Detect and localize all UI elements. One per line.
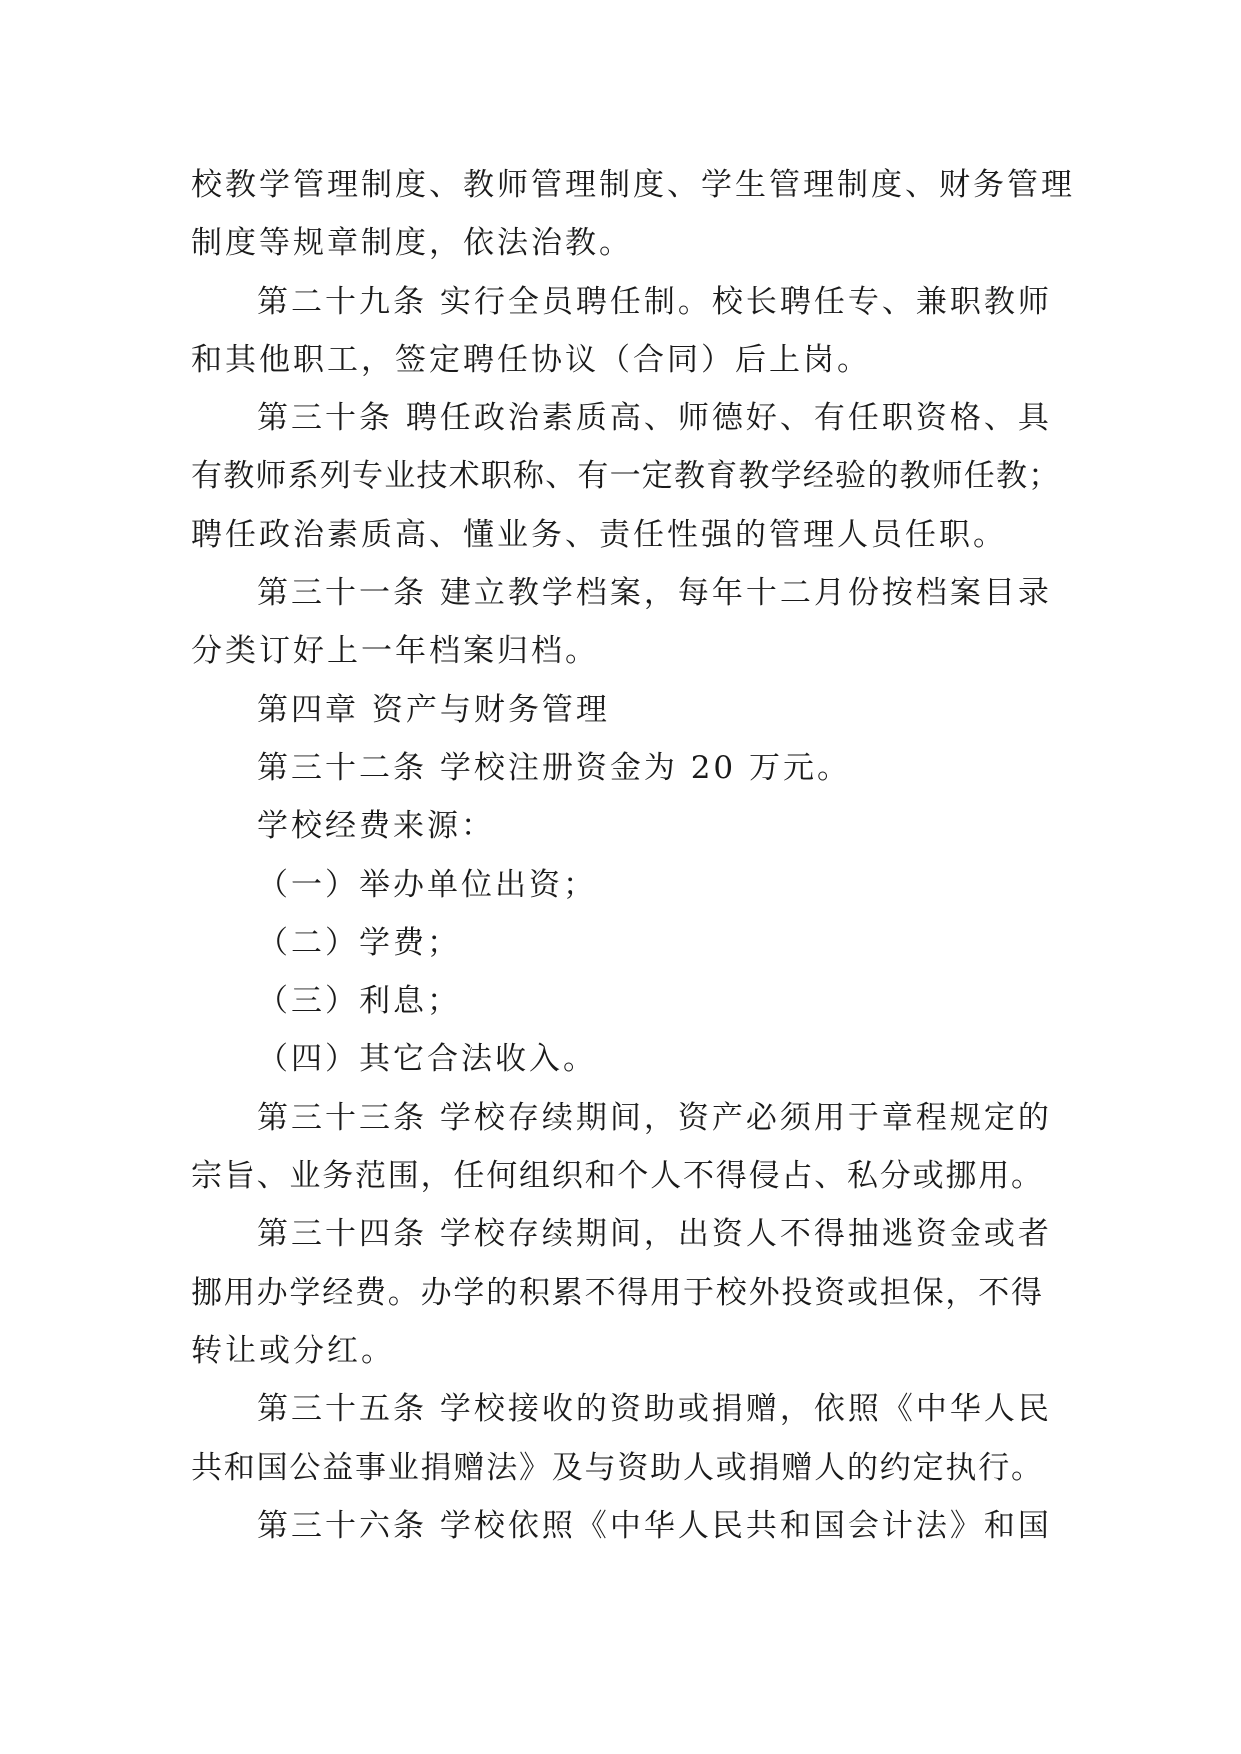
- list-item: （一）举办单位出资；: [257, 866, 597, 903]
- article-31-line: 第三十一条 建立教学档案，每年十二月份按档案目录: [257, 575, 1052, 612]
- body-line: 校教学管理制度、教师管理制度、学生管理制度、财务管理: [191, 167, 1075, 203]
- list-item: （四）其它合法收入。: [257, 1041, 597, 1078]
- article-29-line: 第二十九条 实行全员聘任制。校长聘任专、兼职教师: [257, 283, 1052, 320]
- body-line: 和其他职工，签定聘任协议（合同）后上岗。: [191, 341, 871, 378]
- body-line: 分类订好上一年档案归档。: [191, 633, 599, 670]
- document-body: [191, 156, 1075, 1555]
- list-item: （三）利息；: [257, 983, 461, 1020]
- chapter-heading: 第四章 资产与财务管理: [257, 691, 610, 728]
- article-35-line: 第三十五条 学校接收的资助或捐赠，依照《中华人民: [257, 1391, 1052, 1428]
- list-item: （二）学费；: [257, 924, 461, 961]
- article-33-line: 第三十三条 学校存续期间，资产必须用于章程规定的: [257, 1099, 1052, 1136]
- article-32-line: 第三十二条 学校注册资金为 20 万元。: [257, 749, 852, 786]
- article-30-line: 第三十条 聘任政治素质高、师德好、有任职资格、具: [257, 400, 1052, 437]
- body-line: 挪用办学经费。办学的积累不得用于校外投资或担保，不得: [191, 1274, 1044, 1311]
- body-line: 转让或分红。: [191, 1332, 395, 1369]
- body-line: 聘任政治素质高、懂业务、责任性强的管理人员任职。: [191, 516, 1007, 553]
- body-line: 宗旨、业务范围，任何组织和个人不得侵占、私分或挪用。: [191, 1158, 1044, 1195]
- body-line: 制度等规章制度，依法治教。: [191, 225, 633, 262]
- article-34-line: 第三十四条 学校存续期间，出资人不得抽逃资金或者: [257, 1216, 1052, 1253]
- article-36-line: 第三十六条 学校依照《中华人民共和国会计法》和国: [257, 1507, 1052, 1544]
- body-line: 共和国公益事业捐赠法》及与资助人或捐赠人的约定执行。: [191, 1449, 1044, 1486]
- body-line: 学校经费来源：: [257, 808, 495, 845]
- body-line: 有教师系列专业技术职称、有一定教育教学经验的教师任教；: [191, 458, 1061, 495]
